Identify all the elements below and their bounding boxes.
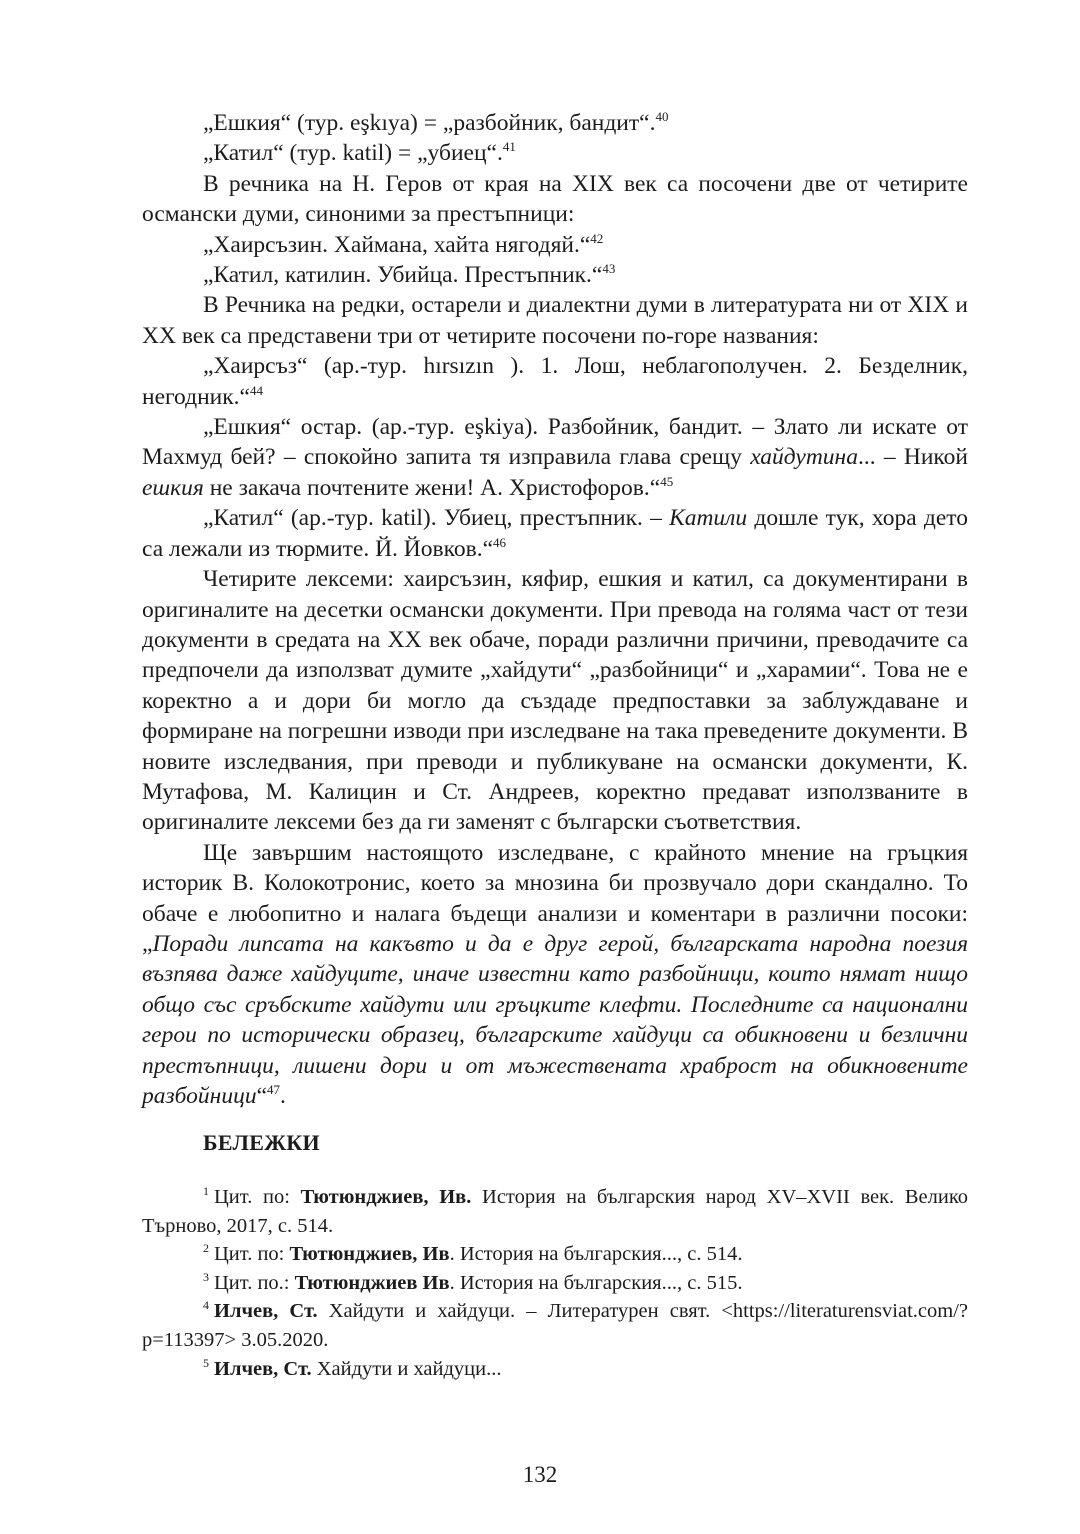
text-run: Цит. по: bbox=[214, 1243, 290, 1266]
paragraph bbox=[142, 230, 968, 260]
text-run: История на българския народ XV–XVII век. Велико Търново, 2017, с. 514. bbox=[142, 1186, 968, 1237]
footnote-ref: 43 bbox=[602, 261, 616, 277]
text-run: . bbox=[280, 1083, 286, 1109]
italic-text: ешкия bbox=[142, 474, 204, 501]
text-run: В речника на Н. Геров от края на XIX век са посочени две от четирите османски думи, синоними за престъпници: bbox=[142, 170, 968, 228]
text-run: ... – Никой bbox=[857, 444, 968, 471]
italic-text: Поради липсата на какъвто и да е друг герой, българската народна поезия възпява даже хайдуците, иначе известни като разбойници, които нямат нищо общо със сръбските хайдути или гръцките клефти. Последните са национални герои по исторически образец, българските хайдуци са обикновени и безлични престъпници, лишени дори и от мъжествената храброст на обикновените разбойници bbox=[142, 930, 968, 1109]
author-name: Илчев, Ст. bbox=[214, 1300, 318, 1323]
author-name: Тютюнджиев Ив bbox=[294, 1271, 450, 1294]
paragraph bbox=[142, 838, 968, 1112]
notes-heading: БЕЛЕЖКИ bbox=[203, 1130, 320, 1155]
page-number: 132 bbox=[522, 1462, 558, 1487]
paragraph bbox=[142, 169, 968, 230]
paragraph bbox=[142, 412, 968, 503]
footnote bbox=[142, 1183, 968, 1240]
text-run: „Ешкия“ (тур. eşkıya) = „разбойник, бандит“. bbox=[203, 110, 656, 136]
italic-text: хайдутина bbox=[750, 444, 858, 471]
text-run: „Хаирсъз“ (ар.-тур. hırsızın ). 1. Лош, неблагополучен. 2. Безделник, негодник.“ bbox=[142, 353, 968, 410]
text-run: не закача почтените жени! А. Христофоров.“ bbox=[203, 474, 661, 501]
text-run: „Катил“ (ар.-тур. katil). Убиец, престъпник. – bbox=[203, 505, 670, 532]
paragraph bbox=[142, 138, 968, 168]
footnote-ref: 40 bbox=[655, 109, 669, 124]
text-run: “ bbox=[256, 1083, 268, 1109]
author-name: Тютюнджиев, Ив. bbox=[300, 1186, 472, 1208]
text-run: Хайдути и хайдуци. – Литературен свят. <https://literaturensviat.com/?p=113397> 3.05.2020. bbox=[142, 1300, 968, 1351]
text-run: . История на българския..., с. 515. bbox=[449, 1271, 743, 1294]
footnotes-list bbox=[142, 1183, 968, 1383]
footnote-number: 3 bbox=[203, 1269, 209, 1284]
footnote-ref: 45 bbox=[660, 473, 674, 489]
paragraph bbox=[142, 503, 968, 564]
italic-text: Катили bbox=[669, 505, 748, 532]
text-run: „Катил, катилин. Убийца. Престъпник.“ bbox=[203, 262, 603, 289]
footnote-ref: 41 bbox=[502, 139, 516, 155]
text-run: Ще завършим настоящото изследване, с крайното мнение на гръцкия историк В. Колокотронис, което за мнозина би прозвучало дори скандално. То обаче е любопитно и налага бъдещи анализи и коментари в различни посоки: „ bbox=[142, 839, 968, 957]
footnote-ref: 44 bbox=[249, 382, 263, 398]
text-run: дошле тук, хора дето са лежали из тюрмите. Й. Йовков.“ bbox=[142, 505, 968, 562]
text-run: Цит. по: bbox=[214, 1186, 301, 1208]
paragraph bbox=[142, 564, 968, 838]
text-run: Хайдути и хайдуци... bbox=[311, 1357, 502, 1380]
paragraph bbox=[142, 351, 968, 412]
footnote-number: 5 bbox=[203, 1355, 209, 1370]
main-text bbox=[142, 108, 968, 1111]
footnote-ref: 42 bbox=[590, 230, 604, 246]
text-run: . История на българския..., с. 514. bbox=[449, 1243, 743, 1266]
text-run: „Катил“ (тур. katil) = „убиец“. bbox=[203, 140, 503, 167]
text-run: „Хаирсъзин. Хаймана, хайта нягодяй.“ bbox=[203, 231, 591, 258]
author-name: Илчев, Ст. bbox=[214, 1357, 312, 1380]
footnote bbox=[142, 1240, 968, 1269]
footnote bbox=[142, 1355, 968, 1384]
footnote-number: 4 bbox=[203, 1298, 209, 1313]
text-run: Четирите лексеми: хаирсъзин, кяфир, ешкия и катил, са документирани в оригиналите на десетки османски документи. При превода на голяма част от тези документи в средата на XX век обаче, поради различни причини, преводачите са предпочели да използват думите „хайдути“ „разбойници“ и „харамии“. Това не е коректно а и дори би могло да създаде предпоставки за заблуждаване и формиране на погрешни изводи при изследване на така преведените документи. В новите изследвания, при преводи и публикуване на османски документи, К. Мутафова, М. Калицин и Ст. Андреев, коректно предават използваните в оригиналите лексеми без да ги заменят с български съответствия. bbox=[142, 566, 968, 836]
paragraph bbox=[142, 108, 968, 138]
footnote-ref: 46 bbox=[493, 534, 506, 550]
paragraph bbox=[142, 290, 968, 351]
text-run: Цит. по.: bbox=[214, 1271, 295, 1294]
footnote-ref: 47 bbox=[267, 1082, 281, 1097]
footnote bbox=[142, 1269, 968, 1298]
paragraph bbox=[142, 260, 968, 290]
footnote-number: 2 bbox=[203, 1241, 209, 1256]
footnote bbox=[142, 1297, 968, 1354]
text-run: В Речника на редки, остарели и диалектни думи в литературата ни от XIX и XX век са представени три от четирите посочени по-горе названия: bbox=[142, 292, 968, 349]
author-name: Тютюнджиев, Ив bbox=[289, 1243, 450, 1266]
text-run: „Ешкия“ остар. (ар.-тур. eşkiya). Разбойник, бандит. – Злато ли искате от Махмуд бей? – спокойно запита тя изправила глава срещу bbox=[142, 414, 968, 471]
footnote-number: 1 bbox=[203, 1184, 209, 1198]
